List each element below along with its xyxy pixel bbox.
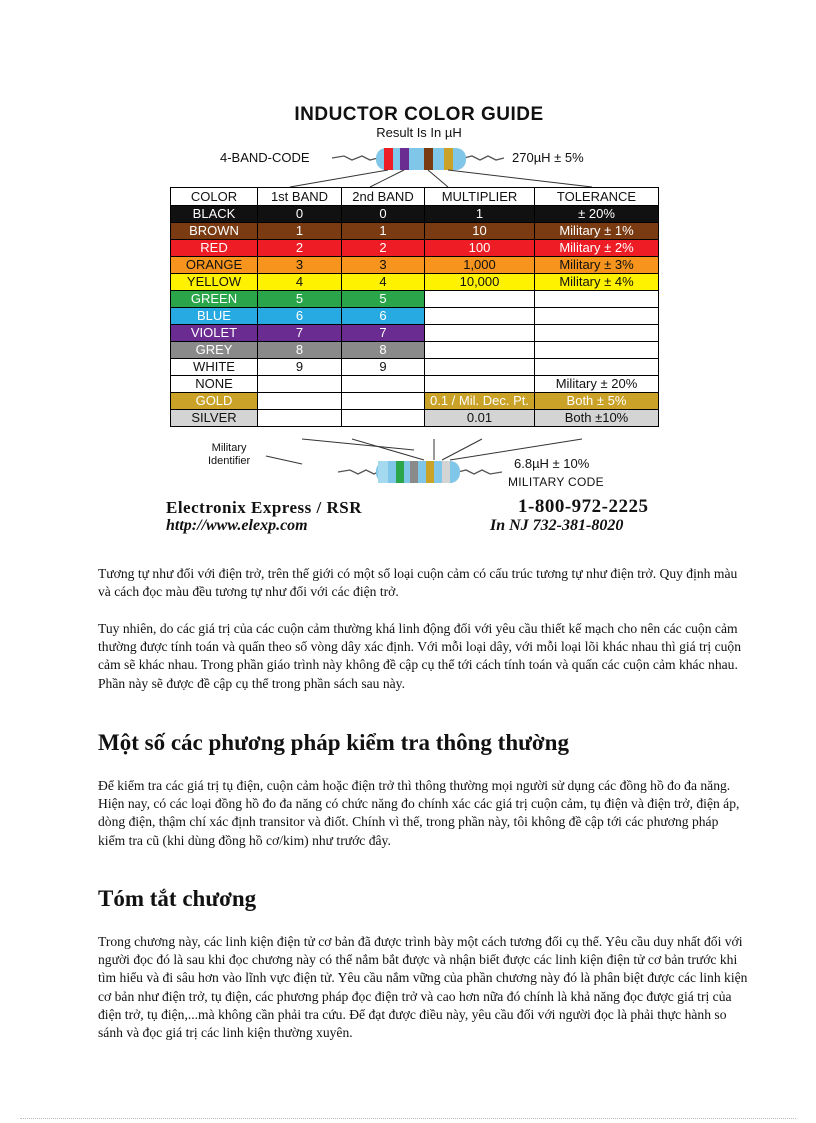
cell-1st-band: 6	[258, 308, 342, 325]
cell-multiplier: 0.01	[425, 410, 535, 427]
cell-color: ORANGE	[171, 257, 258, 274]
cell-2nd-band: 7	[342, 325, 425, 342]
header-1st-band: 1st BAND	[258, 188, 342, 206]
cell-color: VIOLET	[171, 325, 258, 342]
cell-1st-band: 2	[258, 240, 342, 257]
header-2nd-band: 2nd BAND	[342, 188, 425, 206]
header-multiplier: MULTIPLIER	[425, 188, 535, 206]
cell-multiplier: 1	[425, 206, 535, 223]
cell-multiplier: 0.1 / Mil. Dec. Pt.	[425, 393, 535, 410]
paragraph-testing-methods: Để kiểm tra các giá trị tụ điện, cuộn cảm hoặc điện trở thì thông thường mọi người sử dụng các đồng hồ đo đa năng. Hiện nay, có các loại đồng hồ đo đa năng có chức năng đo chính xác các giá trị cuộn cảm, tụ điện và điện trở, điện áp, dòng điện, thậm chí xác định transitor và điốt. Chính vì thế, trong phần này, tôi không đề cập tới các phương pháp kiểm tra cũ (khi dùng đồng hồ cơ/kim) như trước đây.	[98, 778, 740, 848]
military-identifier-line1: Military	[211, 442, 247, 454]
cell-color: RED	[171, 240, 258, 257]
cell-color: BROWN	[171, 223, 258, 240]
cell-color: SILVER	[171, 410, 258, 427]
paragraph-chapter-summary: Trong chương này, các linh kiện điện tử cơ bản đã được trình bày một cách tương đối cụ thể. Yêu cầu duy nhất đối với người đọc đó là sau khi đọc chương này có thể nắm bắt được và nhận biết được các linh kiện điện tử cơ bản trước khi tìm hiểu và đi sâu hơn vào lĩnh vực điện tử. Yêu cầu nắm vững của phần chương này đó là phân biệt được các linh kiện cơ bản như điện trở, tụ điện, các phương pháp đọc điện trở và cao hơn nữa đó chính là khả năng đọc được giá trị của điện trở, tụ điện,...mà không cần phải tra cứu. Để đạt được điều này, yêu cầu đối với người đọc là phải thực hành so sánh và đọc giá trị các linh kiện thường xuyên.	[98, 934, 748, 1041]
military-value: 6.8µH ± 10%	[514, 456, 590, 471]
paragraph-inductor-values: Tuy nhiên, do các giá trị của các cuộn cảm thường khá linh động đối với yêu cầu thiết kế mạch cho nên các cuộn cảm thường được tính toán và quấn theo số vòng dây xác định. Với mỗi loại dây, với mỗi loại lõi khác nhau thì giá trị cuộn cảm sẽ khác nhau. Trong phần giáo trình này không đề cập cụ thể tới cách tính toán và quấn các cuộn cảm khác nhau. Phần này sẽ được đề cập cụ thể trong phần sách sau này.	[98, 621, 742, 691]
header-tolerance: TOLERANCE	[535, 188, 659, 206]
cell-color: YELLOW	[171, 274, 258, 291]
cell-1st-band: 9	[258, 359, 342, 376]
cell-1st-band: 0	[258, 206, 342, 223]
cell-color: WHITE	[171, 359, 258, 376]
company-name: Electronix Express / RSR	[166, 498, 363, 517]
cell-color: GOLD	[171, 393, 258, 410]
military-identifier-line2: Identifier	[208, 455, 251, 467]
header-color: COLOR	[171, 188, 258, 206]
inductor-military-illustration	[152, 98, 686, 498]
company-phone: 1-800-972-2225	[518, 496, 649, 517]
cell-color: BLUE	[171, 308, 258, 325]
cell-2nd-band: 5	[342, 291, 425, 308]
cell-2nd-band: 6	[342, 308, 425, 325]
cell-tolerance: Military ± 4%	[535, 274, 659, 291]
cell-2nd-band: 4	[342, 274, 425, 291]
cell-tolerance: ± 20%	[535, 206, 659, 223]
cell-2nd-band: 3	[342, 257, 425, 274]
cell-1st-band: 5	[258, 291, 342, 308]
inductor-color-guide-figure	[152, 98, 686, 544]
figure-subtitle: Result Is In µH	[376, 125, 462, 140]
band-code-label: 4-BAND-CODE	[220, 150, 310, 165]
cell-color: NONE	[171, 376, 258, 393]
cell-2nd-band: 2	[342, 240, 425, 257]
company-website: http://www.elexp.com	[166, 517, 308, 534]
military-code-label: MILITARY CODE	[508, 475, 604, 489]
cell-1st-band: 4	[258, 274, 342, 291]
cell-2nd-band: 0	[342, 206, 425, 223]
cell-1st-band: 1	[258, 223, 342, 240]
cell-tolerance: Both ± 5%	[535, 393, 659, 410]
cell-1st-band: 3	[258, 257, 342, 274]
cell-tolerance: Military ± 1%	[535, 223, 659, 240]
company-nj-phone: In NJ 732-381-8020	[490, 517, 624, 534]
cell-2nd-band: 8	[342, 342, 425, 359]
cell-color: GREY	[171, 342, 258, 359]
figure-title: INDUCTOR COLOR GUIDE	[294, 104, 544, 125]
cell-1st-band: 8	[258, 342, 342, 359]
cell-tolerance: Both ±10%	[535, 410, 659, 427]
section-heading-chapter-summary: Tóm tắt chương	[98, 886, 257, 911]
cell-multiplier: 1,000	[425, 257, 535, 274]
cell-tolerance: Military ± 20%	[535, 376, 659, 393]
cell-2nd-band: 1	[342, 223, 425, 240]
section-heading-testing-methods: Một số các phương pháp kiểm tra thông thường	[98, 730, 569, 755]
cell-1st-band: 7	[258, 325, 342, 342]
cell-multiplier: 100	[425, 240, 535, 257]
cell-tolerance: Military ± 3%	[535, 257, 659, 274]
page-bottom-rule	[20, 1118, 796, 1119]
cell-2nd-band: 9	[342, 359, 425, 376]
cell-tolerance: Military ± 2%	[535, 240, 659, 257]
paragraph-intro: Tương tự như đối với điện trở, trên thế giới có một số loại cuộn cảm có cấu trúc tương tự như điện trở. Quy định màu và cách đọc màu đều tương tự như đối với các điện trở.	[98, 566, 738, 600]
cell-color: BLACK	[171, 206, 258, 223]
cell-multiplier: 10,000	[425, 274, 535, 291]
cell-multiplier: 10	[425, 223, 535, 240]
band-code-value: 270µH ± 5%	[512, 150, 584, 165]
cell-color: GREEN	[171, 291, 258, 308]
